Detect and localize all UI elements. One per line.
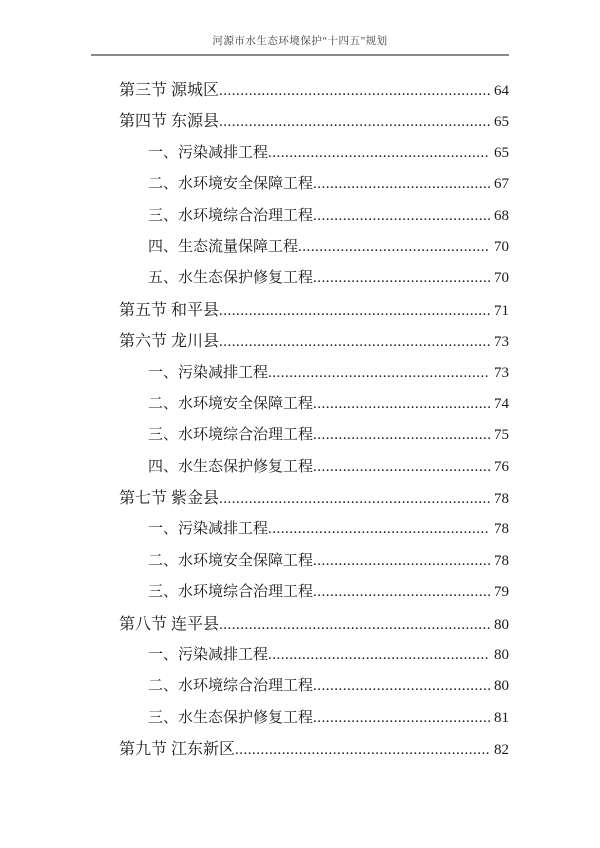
toc-entry-label: 一、污染减排工程 [148,364,269,381]
toc-entry-label: 三、水环境综合治理工程 [148,584,314,601]
toc-entry-page: 78 [494,552,509,569]
dot-leader [268,358,490,389]
toc-entry[interactable] [91,138,509,169]
toc-entry-page: 67 [494,176,509,193]
toc-entry-page: 70 [494,270,509,287]
header-rule [91,54,509,56]
toc-entry-page: 74 [494,395,509,412]
dot-leader [219,483,490,515]
page-header [0,0,600,56]
toc-entry[interactable] [91,546,509,577]
dot-leader [313,703,490,734]
dot-leader [219,326,490,358]
toc-entry-page: 73 [494,364,509,381]
toc-entry[interactable] [91,295,509,326]
toc-entry-label: 第九节 江东新区 [119,741,236,759]
dot-leader [313,671,490,702]
table-of-contents [91,75,509,766]
toc-entry[interactable] [91,389,509,420]
dot-leader [268,138,490,169]
toc-entry-page: 73 [494,334,509,351]
toc-entry-label: 一、污染减排工程 [148,647,269,664]
toc-entry[interactable] [91,326,509,357]
toc-entry-label: 第六节 龙川县 [119,333,220,351]
dot-leader [313,577,490,608]
dot-leader [268,640,490,671]
toc-entry[interactable] [91,734,509,765]
toc-entry-label: 一、污染减排工程 [148,144,269,161]
toc-entry-page: 81 [494,709,509,726]
toc-entry-label: 二、水环境安全保障工程 [148,176,314,193]
dot-leader [268,514,490,545]
toc-entry-page: 65 [494,144,509,161]
toc-entry-label: 五、水生态保护修复工程 [148,270,314,287]
toc-entry[interactable] [91,263,509,294]
toc-entry-page: 70 [494,238,509,255]
toc-entry-label: 二、水环境综合治理工程 [148,678,314,695]
toc-entry-label: 第四节 东源县 [119,113,220,131]
toc-entry-page: 64 [494,83,509,99]
toc-entry-page: 71 [494,302,509,319]
toc-entry[interactable] [91,75,509,106]
toc-entry-label: 四、水生态保护修复工程 [148,458,314,475]
toc-entry-label: 三、水生态保护修复工程 [148,709,314,726]
dot-leader [313,263,490,294]
toc-entry[interactable] [91,169,509,200]
dot-leader [313,546,490,577]
toc-entry[interactable] [91,420,509,451]
toc-entry[interactable] [91,452,509,483]
toc-entry-label: 四、生态流量保障工程 [148,238,299,255]
toc-entry-page: 65 [494,114,509,131]
dot-leader [219,75,490,107]
toc-entry-page: 79 [494,584,509,601]
toc-entry[interactable] [91,358,509,389]
toc-entry-label: 二、水环境安全保障工程 [148,552,314,569]
dot-leader [235,734,490,766]
dot-leader [313,389,490,420]
toc-entry-page: 82 [494,742,509,759]
toc-entry-page: 78 [494,521,509,538]
toc-entry-page: 80 [494,616,509,633]
toc-entry-page: 68 [494,207,509,224]
toc-entry-label: 二、水环境安全保障工程 [148,395,314,412]
toc-entry[interactable] [91,514,509,545]
dot-leader [313,169,490,200]
toc-entry-page: 80 [494,647,509,664]
toc-entry-label: 三、水环境综合治理工程 [148,207,314,224]
toc-entry[interactable] [91,640,509,671]
toc-entry-label: 一、污染减排工程 [148,521,269,538]
dot-leader [219,609,490,641]
toc-entry-label: 第七节 紫金县 [119,490,220,508]
toc-entry-label: 第八节 连平县 [119,615,220,633]
toc-entry-label: 三、水环境综合治理工程 [148,427,314,444]
toc-entry[interactable] [91,483,509,514]
header-title: 河源市水生态环境保护“十四五”规划 [212,36,388,47]
toc-entry-page: 78 [494,491,509,508]
dot-leader [219,295,490,327]
toc-entry[interactable] [91,577,509,608]
toc-entry-page: 75 [494,427,509,444]
dot-leader [313,452,490,483]
toc-entry[interactable] [91,106,509,137]
toc-entry[interactable] [91,609,509,640]
dot-leader [298,232,490,263]
toc-entry-page: 80 [494,678,509,695]
dot-leader [313,420,490,451]
toc-entry[interactable] [91,671,509,702]
toc-entry[interactable] [91,703,509,734]
dot-leader [313,201,490,232]
toc-entry[interactable] [91,201,509,232]
toc-entry[interactable] [91,232,509,263]
toc-entry-page: 76 [494,458,509,475]
toc-entry-label: 第三节 源城区 [119,82,220,99]
toc-entry-label: 第五节 和平县 [119,301,220,319]
dot-leader [219,106,490,138]
